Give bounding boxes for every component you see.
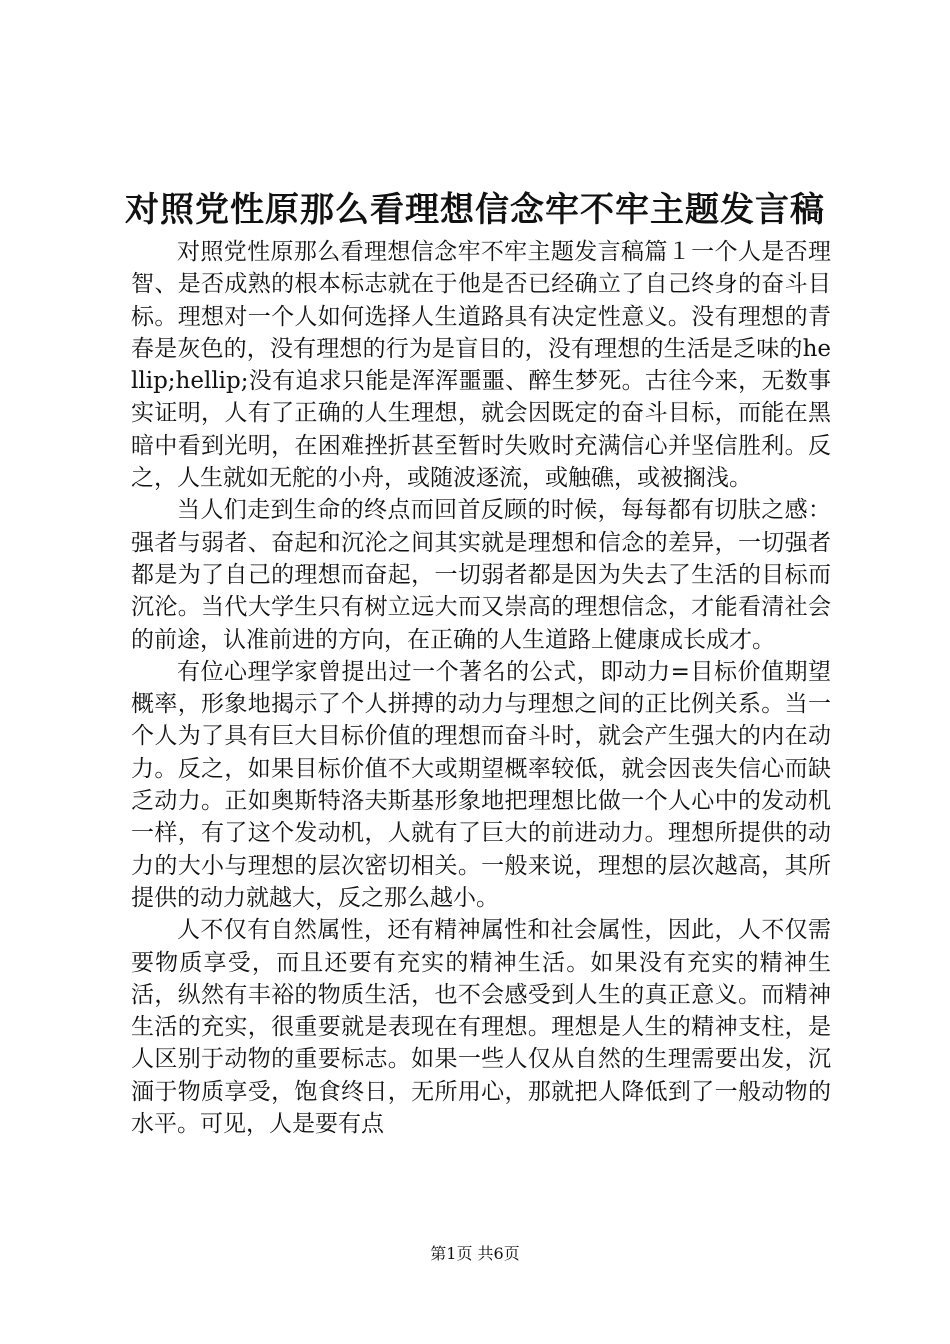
document-title: 对照党性原那么看理想信念牢不牢主题发言稿 (125, 190, 825, 230)
document-body (131, 236, 831, 1140)
paragraph-2: 当人们走到生命的终点而回首反顾的时候，每每都有切肤之感：强者与弱者、奋起和沉沦之间其实就是理想和信念的差异，一切强者都是为了自己的理想而奋起，一切弱者都是因为失去了生活的目标而沉沦。当代大学生只有树立远大而又崇高的理想信念，才能看清社会的前途，认准前进的方向，在正确的人生道路上健康成长成才。 (131, 497, 831, 653)
page-number-footer: 第1页 共6页 (430, 1244, 520, 1263)
paragraph-1: 对照党性原那么看理想信念牢不牢主题发言稿篇１一个人是否理智、是否成熟的根本标志就在于他是否已经确立了自己终身的奋斗目标。理想对一个人如何选择人生道路具有决定性意义。没有理想的青春是灰色的，没有理想的行为是盲目的，没有理想的生活是乏味的hellip;hellip;没有追求只能是浑浑噩噩、醉生梦死。古往今来，无数事实证明，人有了正确的人生理想，就会因既定的奋斗目标，而能在黑暗中看到光明，在困难挫折甚至暂时失败时充满信心并坚信胜利。反之，人生就如无舵的小舟，或随波逐流，或触礁，或被搁浅。 (131, 239, 831, 492)
paragraph-3: 有位心理学家曾提出过一个著名的公式，即动力=目标价值期望概率，形象地揭示了个人拼搏的动力与理想之间的正比例关系。当一个人为了具有巨大目标价值的理想而奋斗时，就会产生强大的内在动力。反之，如果目标价值不大或期望概率较低，就会因丧失信心而缺乏动力。正如奥斯特洛夫斯基形象地把理想比做一个人心中的发动机一样，有了这个发动机，人就有了巨大的前进动力。理想所提供的动力的大小与理想的层次密切相关。一般来说，理想的层次越高，其所提供的动力就越大，反之那么越小。 (131, 658, 831, 911)
paragraph-4: 人不仅有自然属性，还有精神属性和社会属性，因此，人不仅需要物质享受，而且还要有充实的精神生活。如果没有充实的精神生活，纵然有丰裕的物质生活，也不会感受到人生的真正意义。而精神生活的充实，很重要就是表现在有理想。理想是人生的精神支柱，是人区别于动物的重要标志。如果一些人仅从自然的生理需要出发，沉湎于物质享受，饱食终日，无所用心，那就把人降低到了一般动物的水平。可见，人是要有点 (131, 917, 831, 1138)
